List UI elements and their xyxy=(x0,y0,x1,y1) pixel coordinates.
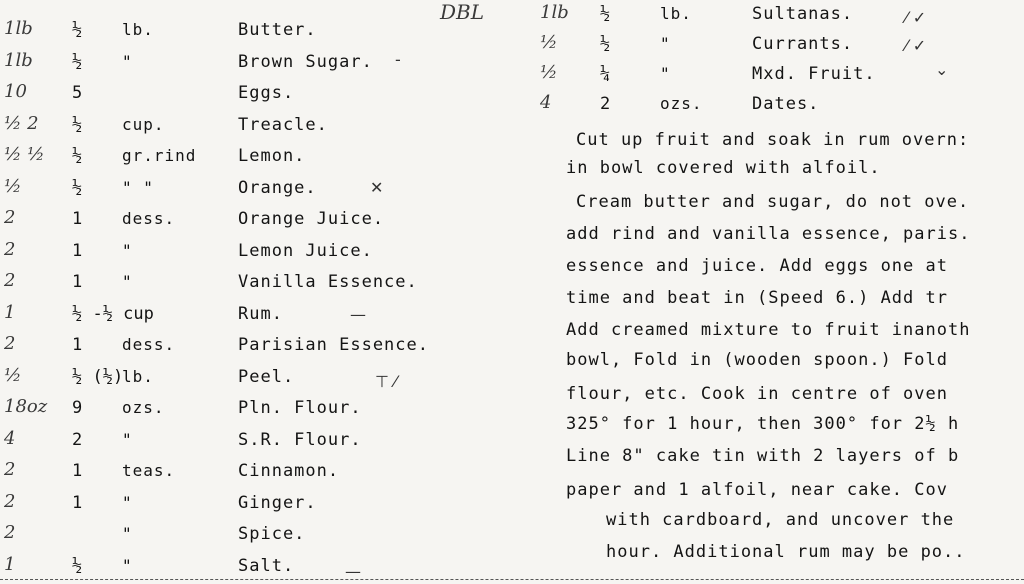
ingredient-name: Lemon Juice. xyxy=(238,240,373,261)
ingredient-name: Sultanas. xyxy=(752,4,854,24)
ingredient-qty: 1 xyxy=(72,335,83,355)
ingredient-name: Peel. xyxy=(238,366,295,387)
handwritten-note: 2 xyxy=(4,270,16,291)
ingredient-name: Currants. xyxy=(752,34,854,54)
ingredient-qty: 5 xyxy=(72,83,83,103)
method-line: essence and juice. Add eggs one at xyxy=(566,256,948,276)
ingredient-unit: " xyxy=(122,51,133,71)
check-mark-icon: — xyxy=(345,562,361,581)
method-line: with cardboard, and uncover the xyxy=(606,510,955,530)
handwritten-note: 2 xyxy=(4,238,16,260)
method-line: flour, etc. Cook in centre of oven xyxy=(566,384,948,404)
ingredient-unit: gr.rind xyxy=(122,146,197,165)
handwritten-note: 1 xyxy=(4,553,16,575)
handwritten-note: 2 xyxy=(4,490,16,512)
ingredient-unit: " " xyxy=(122,177,154,197)
ingredient-qty: 2 xyxy=(600,94,611,114)
handwritten-note: ½ xyxy=(4,364,22,386)
method-line: Add creamed mixture to fruit inanoth xyxy=(566,320,971,340)
ingredient-name: Rum. xyxy=(238,303,283,324)
ingredient-unit: " xyxy=(122,555,133,575)
ingredient-unit: " xyxy=(660,64,671,83)
ingredient-qty: 1 xyxy=(72,272,83,292)
ingredient-qty: ½ xyxy=(72,20,83,40)
ingredient-name: Pln. Flour. xyxy=(238,398,362,418)
ingredient-qty: 1 xyxy=(72,240,83,261)
method-line: add rind and vanilla essence, paris. xyxy=(566,224,971,244)
handwritten-note: 4 xyxy=(540,92,552,113)
ingredient-name: Vanilla Essence. xyxy=(238,272,418,292)
ingredient-unit: ozs. xyxy=(122,398,165,417)
ingredient-unit: teas. xyxy=(122,461,176,480)
ingredient-name: Orange Juice. xyxy=(238,209,385,229)
check-mark-icon: - xyxy=(395,50,401,69)
method-line: 325° for 1 hour, then 300° for 2½ h xyxy=(566,414,960,434)
handwritten-note: ½ xyxy=(540,32,558,53)
ingredient-qty: 1 xyxy=(72,461,83,481)
ingredient-qty: 1 xyxy=(72,492,83,513)
ingredient-name: Brown Sugar. xyxy=(238,51,373,72)
ingredient-name: Cinnamon. xyxy=(238,461,340,481)
handwritten-note: 4 xyxy=(4,427,16,449)
ingredient-name: Eggs. xyxy=(238,83,295,103)
method-line: time and beat in (Speed 6.) Add tr xyxy=(566,288,948,308)
ingredient-name: Dates. xyxy=(752,94,820,114)
ingredient-name: Parisian Essence. xyxy=(238,335,429,355)
handwritten-note: 10 xyxy=(4,81,27,102)
check-mark-icon: — xyxy=(350,305,366,324)
ingredient-qty: ½ xyxy=(72,177,83,198)
ingredient-name: S.R. Flour. xyxy=(238,429,362,450)
ingredient-unit: " xyxy=(122,492,133,512)
ingredient-unit: dess. xyxy=(122,335,176,354)
check-mark-icon: ⌄ xyxy=(935,60,949,79)
check-mark-icon: ⊤ ⁄ xyxy=(375,372,397,391)
ingredient-unit: cup. xyxy=(122,114,165,134)
handwritten-note: 1lb xyxy=(4,18,33,39)
handwritten-note: ½ 2 xyxy=(4,112,39,134)
handwritten-note: 2 xyxy=(4,459,16,480)
bottom-rule xyxy=(0,579,1024,580)
ingredient-qty: 1 xyxy=(72,209,83,229)
ingredient-unit: " xyxy=(122,524,133,543)
handwritten-note: 2 xyxy=(4,333,16,354)
ingredient-name: Orange. xyxy=(238,177,317,198)
ingredient-name: Lemon. xyxy=(238,146,306,166)
ingredient-qty: ¼ xyxy=(600,64,611,84)
check-mark-icon: ⁄ ✓ xyxy=(905,36,927,55)
handwritten-note: 1 xyxy=(4,301,16,323)
method-line: bowl, Fold in (wooden spoon.) Fold xyxy=(566,350,948,370)
handwritten-note: ½ xyxy=(4,175,22,197)
ingredient-unit: " xyxy=(122,272,133,291)
ingredient-unit: " xyxy=(660,34,671,53)
ingredient-qty: ½ xyxy=(72,146,83,166)
handwritten-note: 1lb xyxy=(540,2,569,23)
ingredient-qty: ½ xyxy=(72,114,83,135)
ingredient-unit: " xyxy=(122,240,133,260)
ingredient-name: Treacle. xyxy=(238,114,328,135)
ingredient-qty: ½ xyxy=(72,51,83,72)
ingredient-qty: ½ xyxy=(600,34,611,54)
ingredient-unit: dess. xyxy=(122,209,176,228)
ingredient-qty: 2 xyxy=(72,429,83,450)
method-line: hour. Additional rum may be po.. xyxy=(606,542,966,562)
method-line: Cut up fruit and soak in rum overn: xyxy=(576,130,970,150)
ingredient-unit: lb. xyxy=(122,20,154,39)
handwritten-note: ½ ½ xyxy=(4,144,45,165)
ingredient-name: Spice. xyxy=(238,524,306,544)
handwritten-note: 2 xyxy=(4,207,16,228)
ingredient-unit: lb. xyxy=(122,366,154,386)
method-line: paper and 1 alfoil, near cake. Cov xyxy=(566,480,948,500)
ingredient-name: Butter. xyxy=(238,20,317,40)
handwritten-note: ½ xyxy=(540,62,558,83)
handwritten-note: 1lb xyxy=(4,49,33,71)
ingredient-qty: ½ -½ cup xyxy=(72,303,154,324)
ingredient-qty: ½ (½) xyxy=(72,366,124,387)
ingredient-name: Mxd. Fruit. xyxy=(752,64,876,84)
ingredient-name: Salt. xyxy=(238,555,295,576)
check-mark-icon: ⁄ ✓ xyxy=(905,8,927,27)
ingredient-unit: ozs. xyxy=(660,94,703,113)
ingredient-qty: ½ xyxy=(72,555,83,576)
ingredient-unit: " xyxy=(122,429,133,449)
header-initials: DBL xyxy=(440,0,485,24)
ingredient-name: Ginger. xyxy=(238,492,317,513)
ingredient-qty: ½ xyxy=(600,4,611,24)
handwritten-note: 2 xyxy=(4,522,16,543)
check-mark-icon: ✕ xyxy=(370,178,384,197)
method-line: Line 8" cake tin with 2 layers of b xyxy=(566,446,960,466)
method-line: in bowl covered with alfoil. xyxy=(566,158,881,178)
handwritten-note: 18oz xyxy=(4,396,48,417)
ingredient-unit: lb. xyxy=(660,4,692,23)
ingredient-qty: 9 xyxy=(72,398,83,418)
method-line: Cream butter and sugar, do not ove. xyxy=(576,192,970,212)
